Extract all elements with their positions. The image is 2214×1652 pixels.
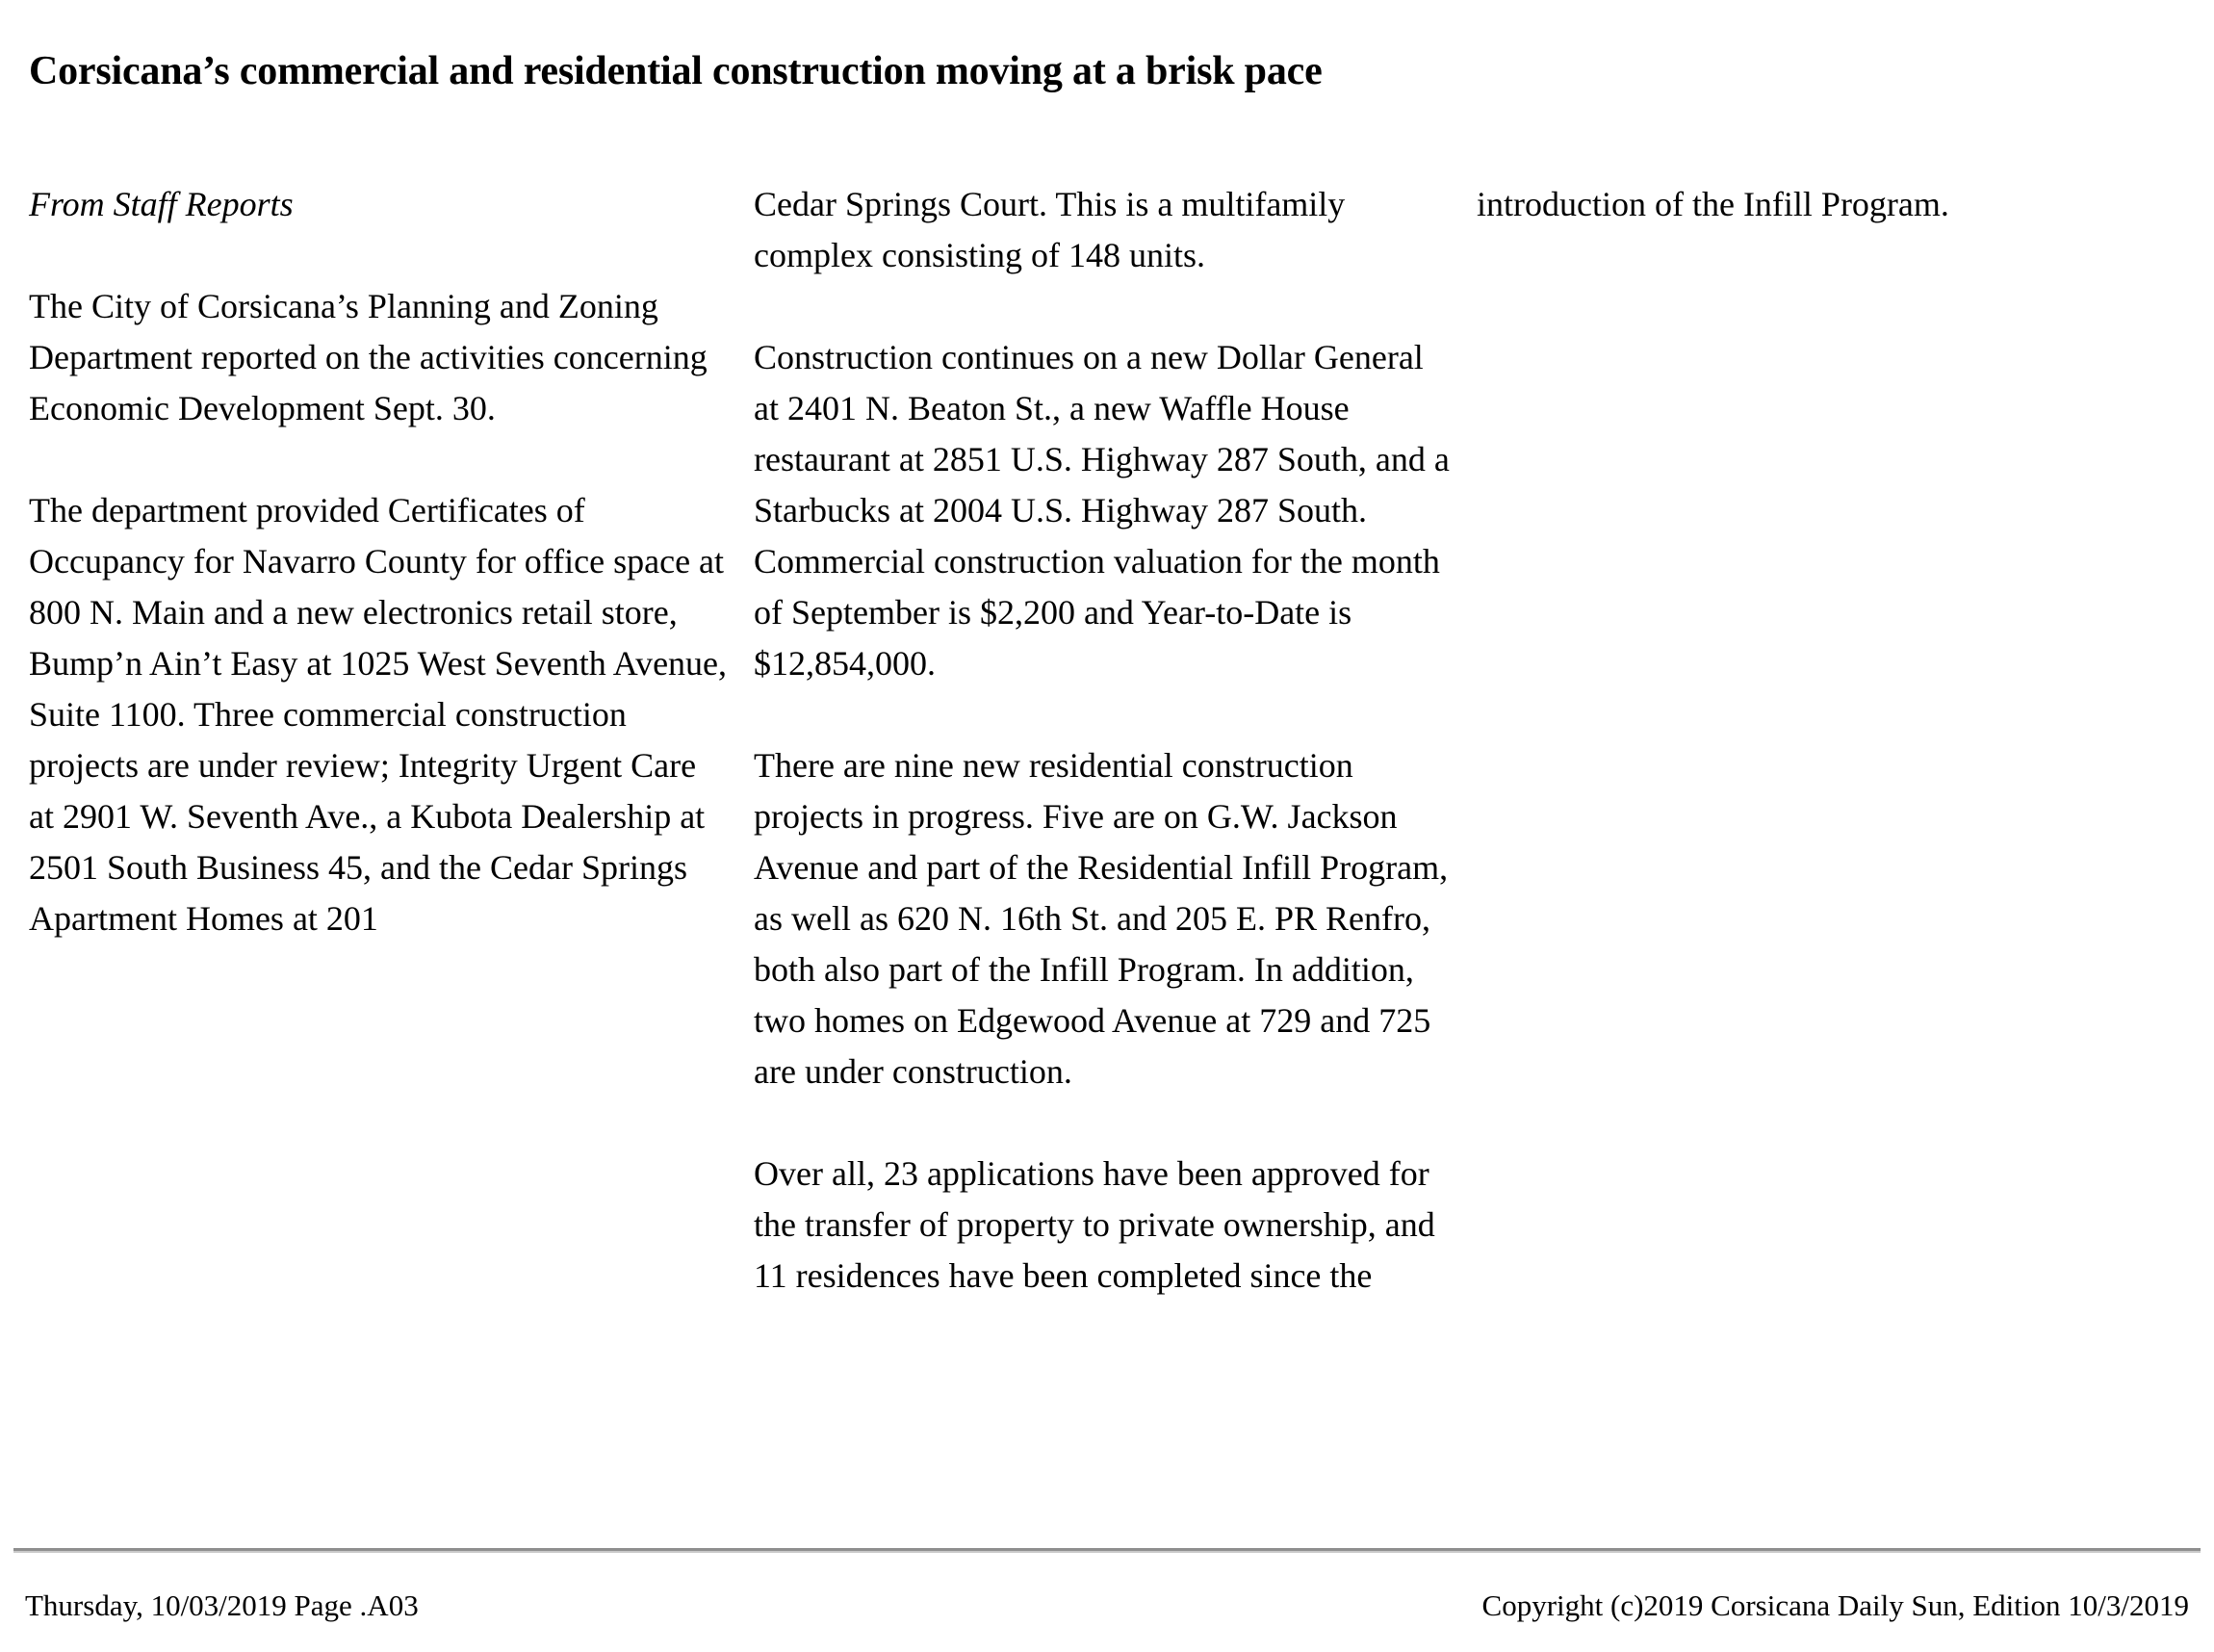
paragraph: Over all, 23 applications have been approved for the transfer of property to private ownership, and 11 residences have been completed since the [754,1154,1435,1295]
page-footer [0,1587,2214,1635]
page-title: Corsicana’s commercial and residential construction moving at a brisk pace [29,49,1323,94]
paragraph: The City of Corsicana’s Planning and Zoning Department reported on the activities concerning Economic Development Sept. 30. [29,287,708,427]
footer-date-page: Thursday, 10/03/2019 Page .A03 [25,1588,419,1622]
article-columns [0,179,2214,1508]
article-column-2 [754,179,1455,1302]
byline: From Staff Reports [29,185,294,223]
footer-copyright: Copyright (c)2019 Corsicana Daily Sun, Edition 10/3/2019 [1481,1588,2189,1622]
paragraph: introduction of the Infill Program. [1477,185,1949,223]
article-column-1 [29,179,730,944]
footer-divider [13,1548,2201,1551]
article-column-3 [1477,179,2185,230]
paragraph: Cedar Springs Court. This is a multifamily complex consisting of 148 units. [754,185,1346,274]
paragraph: Construction continues on a new Dollar General at 2401 N. Beaton St., a new Waffle House restaurant at 2851 U.S. Highway 287 South, and a Starbucks at 2004 U.S. Highway 287 South. Commercial construction valuation for the month of September is $2,200 and Year-to-Date is $12,854,000. [754,338,1450,683]
paragraph: There are nine new residential construction projects in progress. Five are on G.W. Jackson Avenue and part of the Residential Infill Program, as well as 620 N. 16th St. and 205 E. PR Renfro, both also part of the Infill Program. In addition, two homes on Edgewood Avenue at 729 and 725 are under construction. [754,746,1449,1091]
paragraph: The department provided Certificates of Occupancy for Navarro County for office space at 800 N. Main and a new electronics retail store, Bump’n Ain’t Easy at 1025 West Seventh Avenue, Suite 1100. Three commercial construction projects are under review; Integrity Urgent Care at 2901 W. Seventh Ave., a Kubota Dealership at 2501 South Business 45, and the Cedar Springs Apartment Homes at 201 [29,491,728,938]
